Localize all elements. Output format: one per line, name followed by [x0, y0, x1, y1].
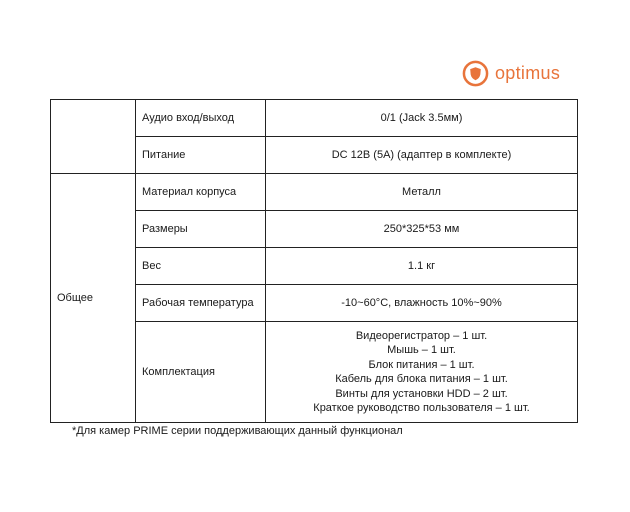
optimus-shield-icon — [462, 60, 489, 87]
param-label: Аудио вход/выход — [136, 100, 266, 137]
group-label: Общее — [51, 174, 136, 423]
kit-contents — [266, 322, 578, 423]
param-value: Металл — [266, 174, 578, 211]
kit-item: Винты для установки HDD – 2 шт. — [335, 387, 508, 400]
kit-item: Краткое руководство пользователя – 1 шт. — [313, 402, 530, 414]
kit-item: Мышь – 1 шт. — [387, 344, 456, 356]
param-label: Размеры — [136, 211, 266, 248]
param-value: 1.1 кг — [266, 248, 578, 285]
param-value: 250*325*53 мм — [266, 211, 578, 248]
param-value: 0/1 (Jack 3.5мм) — [266, 100, 578, 137]
table-row — [51, 174, 578, 211]
spec-table — [50, 99, 578, 423]
param-label: Рабочая температура — [136, 285, 266, 322]
group-cell-empty — [51, 100, 136, 174]
param-label: Вес — [136, 248, 266, 285]
table-row — [51, 100, 578, 137]
param-label: Питание — [136, 137, 266, 174]
kit-item: Кабель для блока питания – 1 шт. — [335, 373, 508, 385]
kit-item: Видеорегистратор – 1 шт. — [355, 329, 488, 342]
param-label: Комплектация — [136, 322, 266, 423]
footnote: *Для камер PRIME серии поддерживающих данный функционал — [72, 425, 403, 437]
logo-text: optimus — [495, 62, 561, 83]
kit-item: Блок питания – 1 шт. — [368, 358, 475, 371]
param-value: -10~60°C, влажность 10%~90% — [266, 285, 578, 322]
param-label: Материал корпуса — [136, 174, 266, 211]
param-value: DC 12В (5А) (адаптер в комплекте) — [266, 137, 578, 174]
optimus-logo — [462, 59, 560, 87]
